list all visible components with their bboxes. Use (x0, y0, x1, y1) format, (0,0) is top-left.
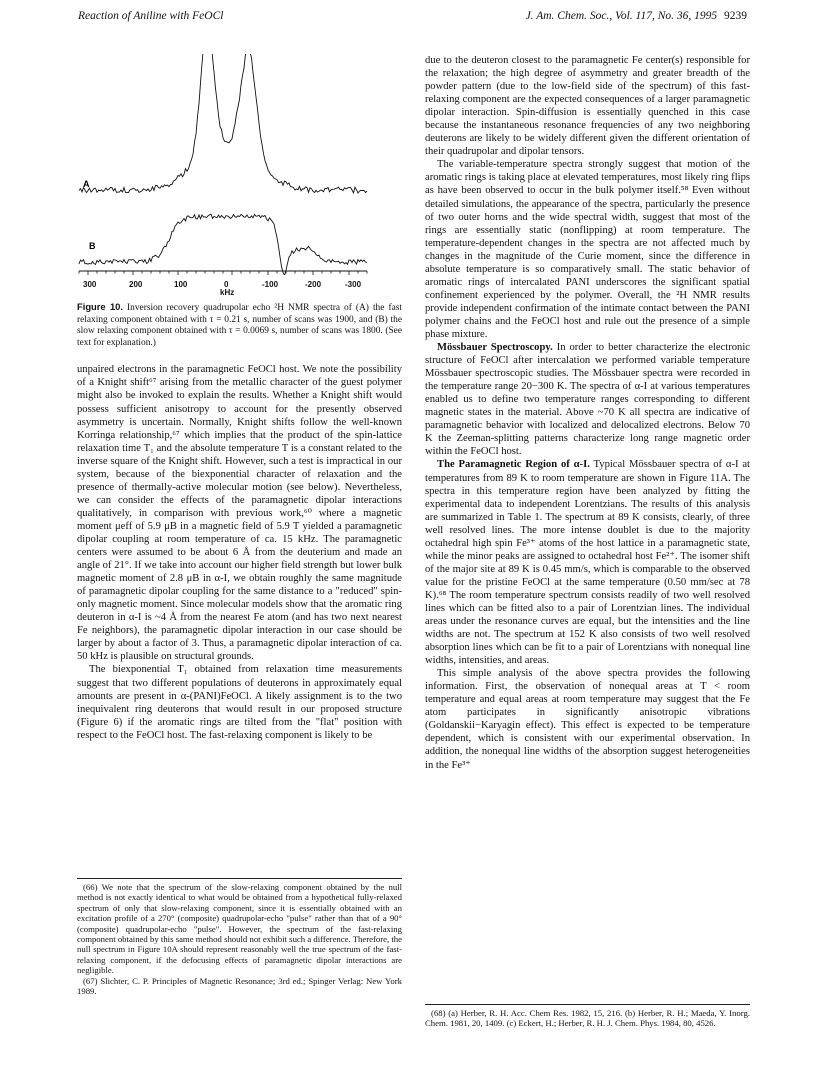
tick-labels (77, 278, 402, 290)
section-text: In order to better characterize the electronic structure of FeOCl after intercalation we performed variable temperature Mössbauer spectroscopic studies. The Mössbauer spectra were recorded in the temperature range 20−300 K. The spectra of α-I at various temperatures enabled us to define two temperature ranges corresponding to different magnetic states in the material. Above ~70 K all spectra are indicative of paramagnetic behavior with localized and delocalized electrons. Below 70 K the Zeeman-splitting patterns characterize long range magnetic order within the FeOCl host. (425, 342, 750, 458)
x-axis-ticks (79, 271, 367, 275)
footnote-68: (68) (a) Herber, R. H. Acc. Chem Res. 1982, 15, 216. (b) Herber, R. H.; Maeda, Y. Inorg. Chem. 1981, 20, 1409. (c) Eckert, H.; Herber, R. H. J. Chem. Phys. 1984, 80, 4526. (425, 1008, 750, 1029)
nmr-spectra-plot (77, 54, 402, 275)
running-header-journal (526, 10, 747, 22)
x-axis-label: kHz (220, 288, 235, 297)
section-mossbauer (425, 341, 750, 458)
left-column (77, 54, 402, 742)
right-footnotes (425, 1004, 750, 1029)
caption-text: Inversion recovery quadrupolar echo ²H NMR spectra of (A) the fast relaxing component obtained with τ = 0.21 s, number of scans was 1900, and (B) the slow relaxing component obtained with τ = 0.0069 s, number of scans was 1800. (See text for explanation.) (77, 303, 402, 348)
tick-label: 100 (174, 280, 188, 289)
page-number: 9239 (724, 10, 747, 22)
section-heading: Mössbauer Spectroscopy. (437, 342, 553, 354)
trace-b-label: B (89, 241, 96, 251)
body-paragraph: The variable-temperature spectra strongly suggest that motion of the aromatic rings is taking place at elevated temperatures, most likely ring flips as have been observed to occur in the bulk polymer itself.⁵⁸ Even without detailed simulations, the appearance of the spectra, particularly the presence of two outer horns and the wide spectral width, suggest that most of the rings are essentially static (nonflipping) at room temperature. The temperature-dependent changes in the spectra are not affected much by changes in the magnitude of the Curie moment, since the difference in absolute temperature is so comparatively small. The static behavior of aromatic rings of intercalated PANI underscores the significant spatial confinement experienced by the polymer. Overall, the ²H NMR results provide independent confirmation of the intimate contact between the PANI polymer chains and the FeOCl host and rule out the presence of a simple phase mixture. (425, 159, 750, 340)
footnote-66: (66) We note that the spectrum of the slow-relaxing component obtained by the null method is not exactly identical to what would be obtained from a hypothetical fully-relaxed spectrum of only that slow-relaxing component, since it is essentially obtained with an excitation profile of a 270° (composite) quadrupolar-echo "pulse" rather than that of a 90° (composite) quadrupolar-echo "pulse". However, the spectrum of the fast-relaxing component obtained by this same method should not exhibit such a difference. Therefore, the null spectrum in Figure 10A should represent reasonably well the true spectrum of the fast-relaxing component, if the defocusing effects of paramagnetic dipolar interactions are negligible. (77, 882, 402, 976)
tick-label: 300 (83, 280, 97, 289)
section-paramagnetic (425, 458, 750, 667)
section-heading: The Paramagnetic Region of α-I. (437, 459, 590, 471)
caption-label: Figure 10. (77, 301, 123, 312)
figure-caption (77, 301, 402, 349)
left-footnotes (77, 878, 402, 996)
running-header-title: Reaction of Aniline with FeOCl (78, 10, 224, 22)
section-text: Typical Mössbauer spectra of α-I at temperatures from 89 K to room temperature are shown in Figure 11A. The spectra in this temperature region have been analyzed by fitting the experimental data to independent Lorentzians. The results of this analysis are summarized in Table 1. The spectrum at 89 K consists, clearly, of three well resolved lines. The more intense doublet is due to the majority octahedral high spin Fe³⁺ atoms of the host lattice in a paramagnetic state, while the minor peaks are assigned to octahedral host Fe²⁺. The isomer shift of the major site at 89 K is 0.45 mm/s, which is comparable to the observed value for the pristine FeOCl at the same temperature (0.50 mm/sec at 78 K).⁶⁸ The room temperature spectrum consists readily of two well resolved lines which can be fitted also to a pair of Lorentzian lines. The individual areas under the resonance curves are equal, but the intensities and the line widths are not. The spectrum at 152 K also consists of two well resolved absorption lines which can be fit to a pair of Lorentzians with nonequal line widths, intensities, and areas. (425, 459, 751, 667)
tick-label: -200 (305, 280, 322, 289)
tick-label: 0 (224, 280, 229, 289)
tick-label: -100 (262, 280, 279, 289)
figure-10 (77, 54, 402, 297)
right-column (425, 54, 750, 772)
tick-label: 200 (129, 280, 143, 289)
body-paragraph: unpaired electrons in the paramagnetic FeOCl host. We note the possibility of a Knight shift⁶⁷ arising from the metallic character of the guest polymer might also be invoked to explain the results. Whether a Knight shift would possess sufficient anisotropy to account for the presently observed asymmetry is uncertain. Normally, Knight shifts follow the well-known Korringa relationship,⁶⁷ which implies that the product of the spin-lattice relaxation time T₁ and the absolute temperature T is a constant related to the inverse square of the Knight shift. However, such a test is impractical in our system, because of the biexponential character of relaxation and the presence of thermally-active molecular motion (see below). Nevertheless, we can consider the effects of the paramagnetic dipolar interactions qualitatively, in comparison with previous work,⁶⁰ where a magnetic moment μeff of 5.9 μB in a magnetic field of 5.9 T yielded a paramagnetic dipolar coupling at room temperature of ca. 15 kHz. The paramagnetic centers were assumed to be about 6 Å from the deuterium and made an angle of 21°. If we take into account our higher field strength but lower bulk magnetic moment of 2.8 μB in α-I, we obtain roughly the same magnitude of paramagnetic dipolar coupling for the same distance to a "reduced" spin-only magnetic moment. Since molecular models show that the aromatic ring deuteron in α-I is ~4 Å from the nearest Fe atom (and has two next nearest Fe neighbors), the paramagnetic dipolar interaction in our case should be larger by about a factor of 3. Thus, a paramagnetic dipolar interaction of ca. 50 kHz is plausible on structural grounds. (77, 364, 402, 663)
journal-citation: J. Am. Chem. Soc., Vol. 117, No. 36, 1995 (525, 10, 718, 22)
spectrum-trace-b (79, 214, 367, 275)
body-paragraph: This simple analysis of the above spectra provides the following information. First, the observation of nonequal areas at T < room temperature and equal areas at room temperature may suggest that the Fe atom participates in significantly anisotropic vibrations (Goldanskii−Karyagin effect). This effect is expected to be temperature dependent, which is consistent with our experimental observation. In addition, the nonequal line widths of the absorption suggest heterogeneities in the Fe³⁺ (425, 668, 750, 771)
footnote-rule (425, 1004, 750, 1005)
spectrum-trace-a (79, 54, 367, 193)
footnote-67: (67) Slichter, C. P. Principles of Magnetic Resonance; 3rd ed.; Spinger Verlag: New York 1989. (77, 975, 402, 997)
footnote-rule (77, 878, 402, 879)
body-paragraph: due to the deuteron closest to the paramagnetic Fe center(s) responsible for the relaxation; the high degree of asymmetry and greater breadth of the powder pattern (due to the low-field side of the spectrum) of this fast-relaxing component are the expected consequences of a larger paramagnetic dipolar interaction. Spin-diffusion is essentially quenched in this case because the instantaneous resonance frequencies of any two neighboring deuterons are likely to be widely different given the different orientation of their quadrupolar and dipolar tensors. (425, 55, 750, 158)
body-paragraph: The biexponential T₁ obtained from relaxation time measurements suggest that two different populations of deuterons in approximately equal amounts are present in α-(PANI)FeOCl. A likely assignment is to the two inequivalent ring deuterons that would result in our proposed structure (Figure 6) if the aromatic rings are tilted from the "flat" position with respect to the FeOCl host. The fast-relaxing component is likely to be (77, 664, 402, 741)
tick-label: -300 (345, 280, 362, 289)
trace-a-label: A (83, 179, 90, 189)
